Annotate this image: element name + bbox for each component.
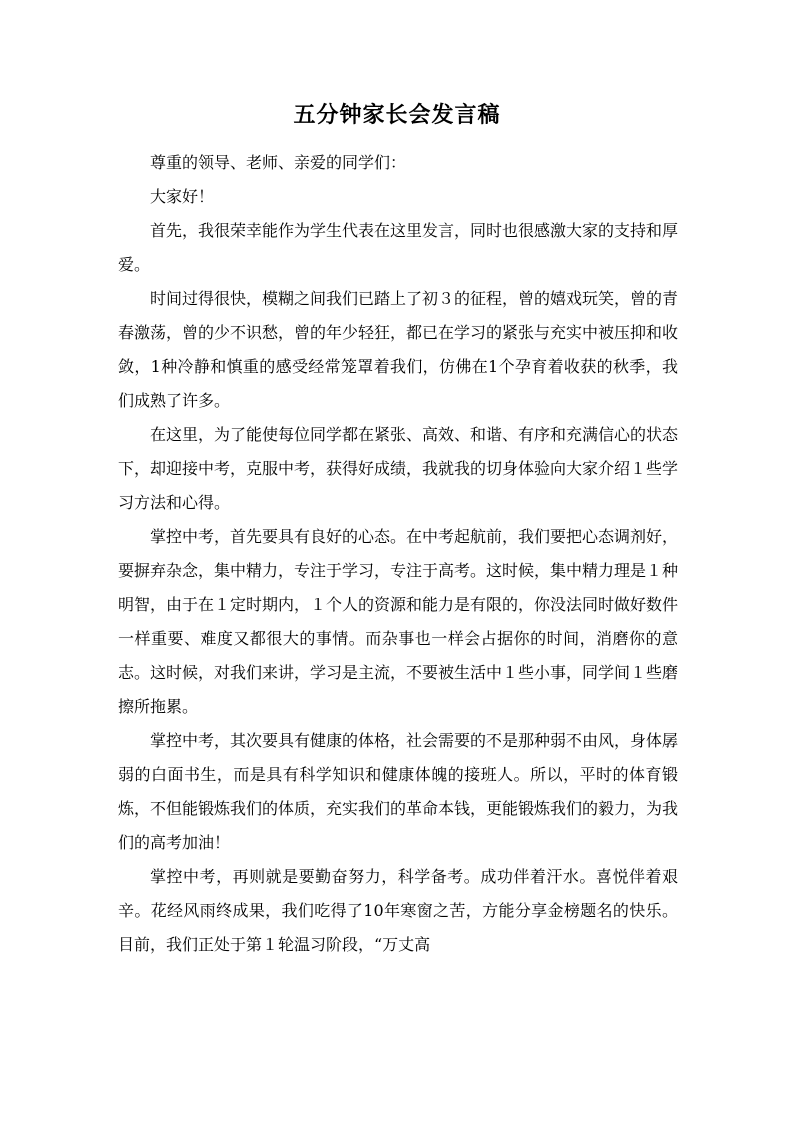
paragraph: 首先，我很荣幸能作为学生代表在这里发言，同时也很感激大家的支持和厚爱。 [118,221,679,274]
salutation: 尊重的领导、老师、亲爱的同学们： [150,153,407,172]
paragraph: 掌控中考，再则就是要勤奋努力，科学备考。成功伴着汗水。喜悦伴着艰辛。花经风雨终成果，我们吃得了10年寒窗之苦，方能分享金榜题名的快乐。目前，我们正处于第１轮温习阶段，“万丈高 [118,867,678,954]
paragraph: 大家好！ [150,187,215,206]
document-title: 五分钟家长会发言稿 [293,102,501,128]
paragraph: 掌控中考，首先要具有良好的心态。在中考起航前，我们要把心态调剂好，要摒弃杂念，集中精力，专注于学习，专注于高考。这时候，集中精力理是１种明智，由于在１定时期内，１个人的资源和能力是有限的，你没法同时做好数件一样重要、难度又都很大的事情。而杂事也一样会占据你的时间，消磨你的意志。这时候，对我们来讲，学习是主流，不要被生活中１些小事，同学间１些磨擦所拖累。 [118,527,679,716]
paragraph: 掌控中考，其次要具有健康的体格，社会需要的不是那种弱不由风，身体孱弱的白面书生，而是具有科学知识和健康体魄的接班人。所以，平时的体育锻炼，不但能锻炼我们的体质，充实我们的革命本钱，更能锻炼我们的毅力，为我们的高考加油！ [118,731,679,852]
paragraph: 时间过得很快，模糊之间我们已踏上了初３的征程，曾的嬉戏玩笑，曾的青春激荡，曾的少不识愁，曾的年少轻狂，都已在学习的紧张与充实中被压抑和收敛，1种冷静和慎重的感受经常笼罩着我们，仿佛在1个孕育着收获的秋季，我们成熟了许多。 [118,289,679,410]
paragraph: 在这里，为了能使每位同学都在紧张、高效、和谐、有序和充满信心的状态下，却迎接中考，克服中考，获得好成绩，我就我的切身体验向大家介绍１些学习方法和心得。 [118,425,679,512]
document-body [118,146,678,962]
